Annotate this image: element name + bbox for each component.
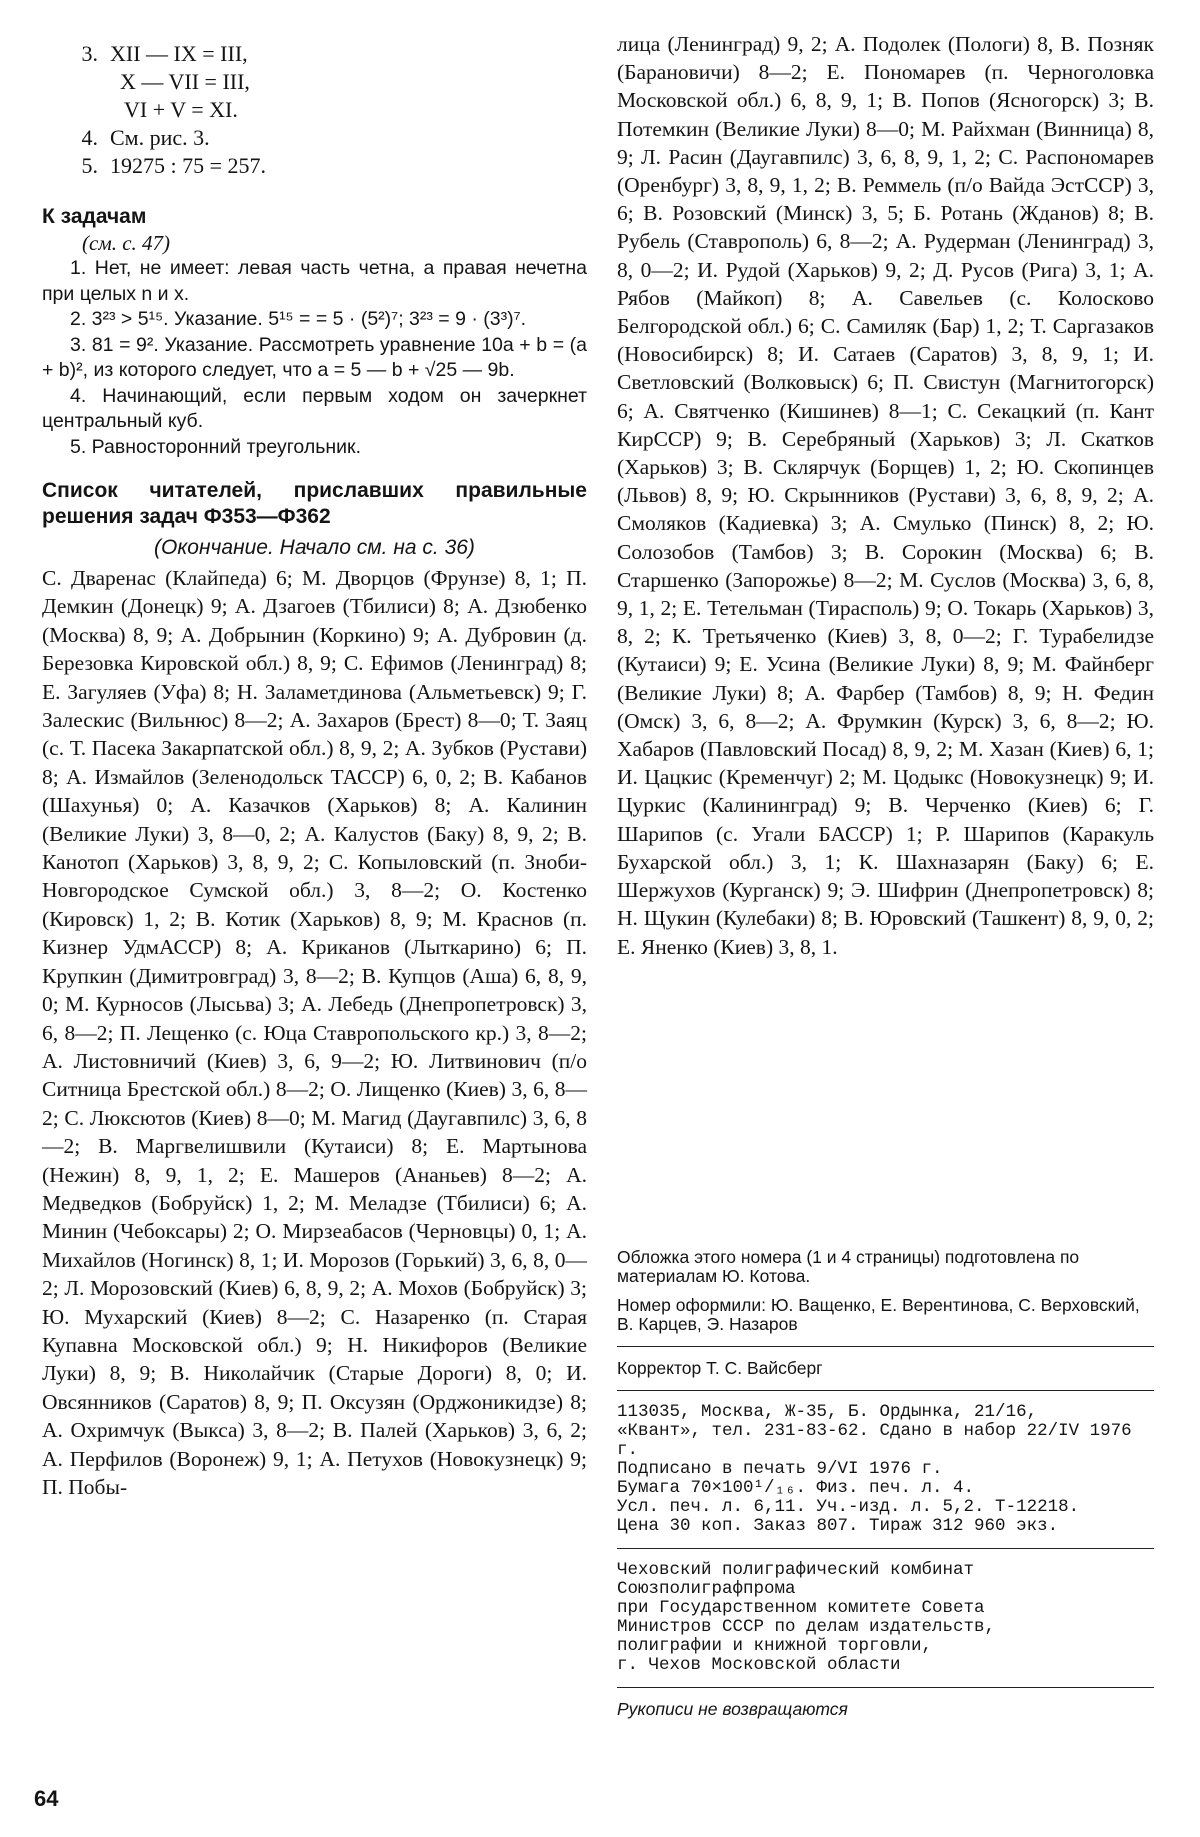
divider — [617, 1346, 1154, 1347]
address-line: 113035, Москва, Ж-35, Б. Ордынка, 21/16, — [617, 1402, 1038, 1422]
divider — [617, 1390, 1154, 1391]
address-line: Усл. печ. л. 6,11. Уч.-изд. л. 5,2. Т-12218. — [617, 1497, 1080, 1517]
answer-number: 5. — [81, 153, 98, 178]
answer-line: 19275 : 75 = 257. — [110, 153, 267, 178]
address-line: «Квант», тел. 231-83-62. Сдано в набор 22/IV 1976 г. — [617, 1421, 1132, 1460]
address-line: Подписано в печать 9/VI 1976 г. — [617, 1459, 943, 1479]
printer-line: при Государственном комитете Совета — [617, 1598, 985, 1618]
cover-credit: Обложка этого номера (1 и 4 страницы) подготовлена по материалам Ю. Котова. — [617, 1247, 1080, 1286]
task-answer-4: 4. Начинающий, если первым ходом он зачеркнет центральный куб. — [42, 384, 587, 432]
answer-number: 3. — [81, 41, 98, 66]
answer-line: XII — IX = III, — [110, 41, 248, 66]
task-answer-1: 1. Нет, не имеет: левая часть четна, а правая нечетна при целых n и x. — [42, 257, 587, 305]
corrector-credit: Корректор Т. С. Вайсберг — [617, 1358, 823, 1378]
address-line: Цена 30 коп. Заказ 807. Тираж 312 960 экз. — [617, 1516, 1059, 1536]
task-answer-2: 2. 3²³ > 5¹⁵. Указание. 5¹⁵ = = 5 · (5²)⁷; 3²³ = 9 · (3³)⁷. — [70, 308, 527, 330]
tasks-heading: К задачам — [42, 205, 147, 228]
left-column — [42, 30, 587, 1501]
task-answer-3: 3. 81 = 9². Указание. Рассмотреть уравнение 10a + b = (a + b)², из которого следует, что a = 5 — b + √25 — 9b. — [42, 333, 587, 381]
manuscripts-note: Рукописи не возвращаются — [617, 1699, 848, 1719]
page-number: 64 — [34, 1786, 59, 1811]
divider — [617, 1548, 1154, 1549]
readers-list-right: лица (Ленинград) 9, 2; А. Подолек (Пологи) 8, В. Позняк (Барановичи) 8—2; Е. Пономарев (п. Черноголовка Московской обл.) 6, 8, 9, 1; В. Попов (Ясногорск) 3; В. Потемкин (Великие Луки) 8—0; М. Райхман (Винница) 8, 9; Л. Расин (Даугавпилс) 3, 6, 8, 9, 1, 2; С. Распономарев (Оренбург) 3, 8, 9, 1, 2; В. Реммель (п/о Вайда ЭстССР) 3, 6; В. Розовский (Минск) 3, 5; Б. Ротань (Жданов) 8; В. Рубель (Ставрополь) 6, 8—2; А. Рудерман (Ленинград) 3, 8, 0—2; И. Рудой (Харьков) 9, 2; Д. Русов (Рига) 3, 1; А. Рябов (Майкоп) 8; А. Савельев (с. Колосково Белгородской обл.) 6; С. Самиляк (Бар) 1, 2; Т. Саргазаков (Новосибирск) 8; И. Сатаев (Саратов) 3, 8, 9, 1; И. Светловский (Волковыск) 6; П. Свистун (Магнитогорск) 6; А. Святченко (Кишинев) 8—1; С. Секацкий (п. Кант КирССР) 9; В. Серебряный (Харьков) 3; Л. Скатков (Харьков) 3; В. Склярчук (Борщев) 1, 2; Ю. Скопинцев (Львов) 8, 9; Ю. Скрынников (Рустави) 3, 6, 8, 9, 2; А. Смоляков (Кадиевка) 3; А. Смулько (Пинск) 8, 2; Ю. Солозобов (Тамбов) 3; В. Сорокин (Москва) 6; В. Старшенко (Запорожье) 8—2; М. Суслов (Москва) 3, 6, 8, 9, 1, 2; Е. Тетельман (Тирасполь) 9; О. Токарь (Харьков) 3, 8, 2; К. Третьяченко (Киев) 3, 8, 0—2; Г. Турабелидзе (Кутаиси) 9; Е. Усина (Великие Луки) 8, 9; М. Файнберг (Великие Луки) 8; А. Фарбер (Тамбов) 8, 9; Н. Федин (Омск) 3, 6, 8—2; А. Фрумкин (Курск) 3, 6, 8—2; Ю. Хабаров (Павловский Посад) 8, 9, 2; М. Хазан (Киев) 6, 1; И. Цацкис (Кременчуг) 2; М. Цодыкс (Новокузнецк) 9; И. Цуркис (Калининград) 9; В. Черченко (Киев) 6; Г. Шарипов (с. Угали БАССР) 1; Р. Шарипов (Каракуль Бухарской обл.) 3, 1; К. Шахназарян (Баку) 6; Е. Шержухов (Курганск) 9; Э. Шифрин (Днепропетровск) 8; Н. Щукин (Кулебаки) 8; В. Юровский (Ташкент) 8, 9, 0, 2; Е. Яненко (Киев) 3, 8, 1. — [617, 32, 1154, 959]
tasks-reference: (см. с. 47) — [82, 231, 171, 255]
printer-line: Чеховский полиграфический комбинат — [617, 1560, 975, 1580]
answer-line: См. рис. 3. — [110, 125, 210, 150]
answer-number: 4. — [81, 125, 98, 150]
answer-line: VI + V = XI. — [124, 97, 238, 122]
readers-heading: Список читателей, приславших правильные решения задач Ф353—Ф362 — [42, 479, 587, 528]
right-column — [617, 30, 1154, 1719]
answer-line: X — VII = III, — [120, 69, 250, 94]
printer-line: г. Чехов Московской области — [617, 1655, 901, 1675]
printer-line: Союзполиграфпрома — [617, 1579, 796, 1599]
printer-line: Министров СССР по делам издательств, — [617, 1617, 996, 1637]
designers-credit: Номер оформили: Ю. Ващенко, Е. Верентинова, С. Верховский, В. Карцев, Э. Назаров — [617, 1295, 1140, 1334]
printer-line: полиграфии и книжной торговли, — [617, 1636, 933, 1656]
readers-list-left: С. Дваренас (Клайпеда) 6; М. Дворцов (Фрунзе) 8, 1; П. Демкин (Донецк) 9; А. Дзагоев (Тбилиси) 8; А. Дзюбенко (Москва) 8, 9; А. Добрынин (Коркино) 9; А. Дубровин (д. Березовка Кировской обл.) 8, 9; С. Ефимов (Ленинград) 8; Е. Загуляев (Уфа) 8; Н. Заламетдинова (Альметьевск) 9; Г. Залескис (Вильнюс) 8—2; А. Захаров (Брест) 8—0; Т. Заяц (с. Т. Пасека Закарпатской обл.) 8, 9, 2; А. Зубков (Рустави) 8; А. Измайлов (Зеленодольск ТАССР) 6, 0, 2; В. Кабанов (Шахунья) 0; А. Казачков (Харьков) 8; А. Калинин (Великие Луки) 3, 8—0, 2; А. Калустов (Баку) 8, 9, 2; В. Канотоп (Харьков) 3, 8, 9, 2; С. Копыловский (п. Зноби-Новгородское Сумской обл.) 3, 8—2; О. Костенко (Кировск) 1, 2; В. Котик (Харьков) 8, 9; М. Краснов (п. Кизнер УдмАССР) 8; А. Криканов (Лыткарино) 6; П. Крупкин (Димитровград) 3, 8—2; В. Купцов (Аша) 6, 8, 9, 0; М. Курносов (Лысьва) 3; А. Лебедь (Днепропетровск) 3, 6, 8—2; П. Лещенко (с. Юца Ставропольского кр.) 3, 8—2; А. Листовничий (Киев) 3, 6, 9—2; Ю. Литвинович (п/о Ситница Брестской обл.) 8—2; О. Лищенко (Киев) 3, 6, 8—2; С. Люксютов (Киев) 8—0; М. Магид (Даугавпилс) 3, 6, 8—2; В. Маргвелишвили (Кутаиси) 8; Е. Мартынова (Нежин) 8, 9, 1, 2; Е. Машеров (Ананьев) 8—2; А. Медведков (Бобруйск) 1, 2; М. Меладзе (Тбилиси) 6; А. Минин (Чебоксары) 2; О. Мирзеабасов (Черновцы) 0, 1; А. Михайлов (Ногинск) 8, 1; И. Морозов (Горький) 3, 6, 8, 0—2; Л. Морозовский (Киев) 6, 8, 9, 2; А. Мохов (Бобруйск) 3; Ю. Мухарский (Киев) 8—2; С. Назаренко (п. Старая Купавна Московской обл.) 9; Н. Никифоров (Великие Луки) 8, 9; В. Николайчик (Старые Дороги) 8, 0; И. Овсянников (Саратов) 8, 9; П. Оксузян (Орджоникидзе) 8; А. Охримчук (Выкса) 3, 8—2; В. Палей (Харьков) 3, 6, 2; А. Перфилов (Воронеж) 9, 1; А. Петухов (Новокузнецк) 9; П. Побы- — [42, 566, 587, 1499]
imprint-block — [617, 1248, 1154, 1719]
answers-block — [42, 40, 587, 180]
readers-note: (Окончание. Начало см. на с. 36) — [154, 536, 475, 559]
address-line: Бумага 70×100¹/₁₆. Физ. печ. л. 4. — [617, 1478, 975, 1498]
divider — [617, 1687, 1154, 1688]
task-answer-5: 5. Равносторонний треугольник. — [70, 435, 361, 458]
